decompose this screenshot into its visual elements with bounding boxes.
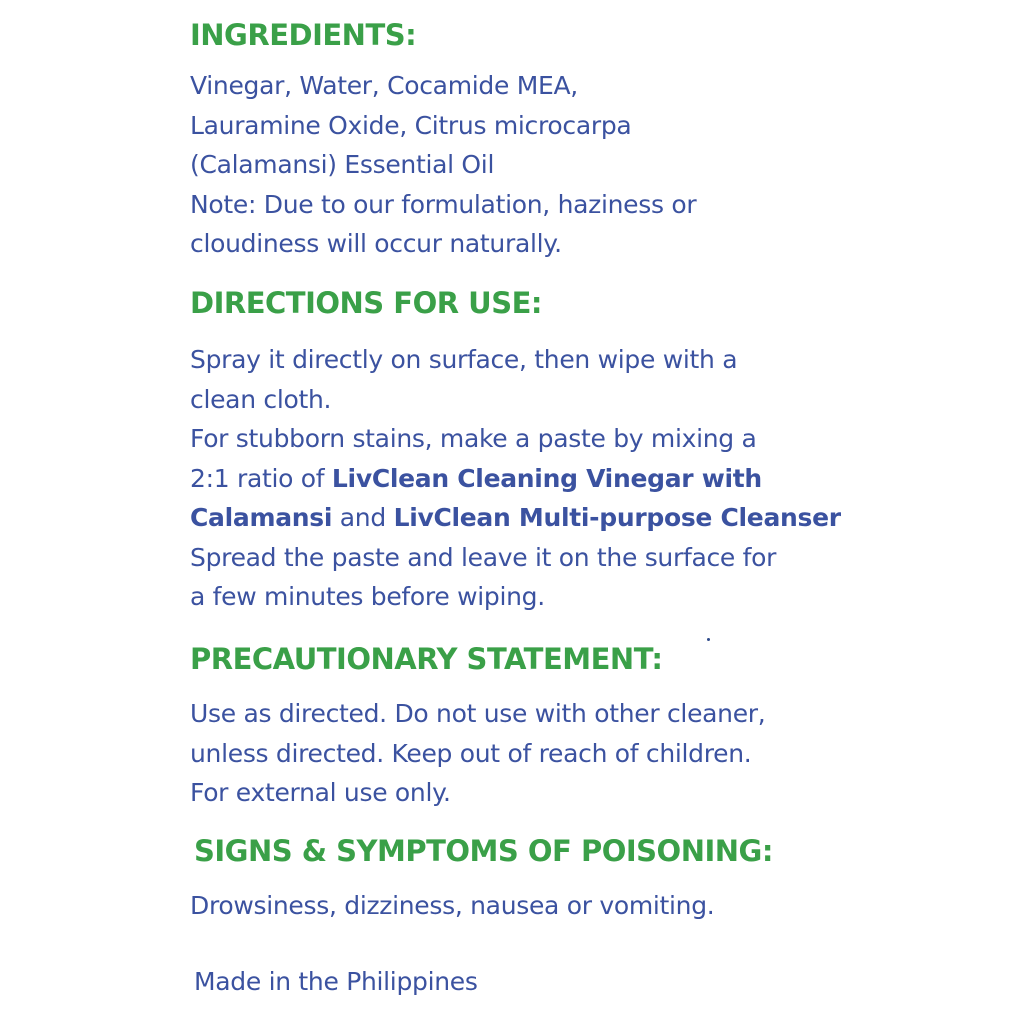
directions-line: For stubborn stains, make a paste by mixing a — [190, 424, 757, 453]
directions-line: clean cloth. — [190, 384, 332, 414]
directions-text-plain: 2:1 ratio of — [190, 463, 332, 493]
product-name-calamansi: Calamansi — [190, 503, 333, 532]
signs-heading: SIGNS & SYMPTOMS OF POISONING: — [194, 834, 773, 868]
precaution-line: unless directed. Keep out of reach of children. — [190, 738, 752, 768]
formulation-note-line: Note: Due to our formulation, haziness or — [190, 189, 697, 219]
directions-line — [190, 459, 841, 499]
ingredients-line: (Calamansi) Essential Oil — [190, 150, 495, 179]
directions-line: Spread the paste and leave it on the surface for — [190, 542, 777, 572]
precaution-heading: PRECAUTIONARY STATEMENT: — [190, 642, 663, 676]
stray-dot — [707, 638, 710, 641]
origin-text — [194, 962, 478, 1002]
ingredients-line: Lauramine Oxide, Citrus microcarpa — [190, 110, 632, 140]
directions-line — [190, 498, 841, 538]
precaution-text — [190, 694, 765, 813]
directions-line: a few minutes before wiping. — [190, 582, 545, 611]
formulation-note-line: cloudiness will occur naturally. — [190, 229, 562, 258]
ingredients-heading: INGREDIENTS: — [190, 18, 417, 52]
product-name-cleaning-vinegar: LivClean Cleaning Vinegar with — [331, 463, 762, 493]
directions-line: Spray it directly on surface, then wipe with a — [190, 345, 738, 374]
directions-text — [190, 340, 841, 617]
ingredients-text — [190, 66, 696, 264]
product-name-cleanser: LivClean Multi-purpose Cleanser — [393, 503, 841, 532]
directions-heading: DIRECTIONS FOR USE: — [190, 286, 542, 320]
signs-text — [190, 886, 714, 926]
precaution-line: Use as directed. Do not use with other cleaner, — [190, 699, 766, 728]
made-in-line: Made in the Philippines — [194, 967, 478, 996]
precaution-line: For external use only. — [190, 778, 451, 807]
directions-text-plain: and — [332, 503, 394, 532]
ingredients-line: Vinegar, Water, Cocamide MEA, — [190, 71, 578, 100]
symptoms-line: Drowsiness, dizziness, nausea or vomiting. — [190, 891, 715, 920]
